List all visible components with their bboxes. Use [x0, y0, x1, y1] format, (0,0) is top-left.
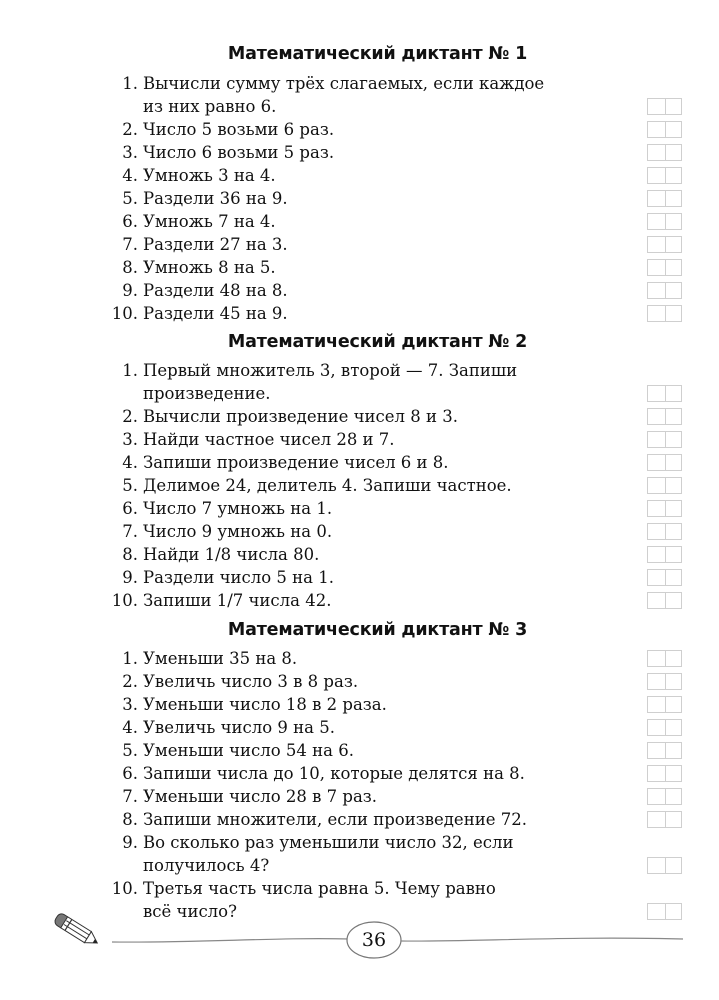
item-number: 6. — [122, 499, 138, 518]
item-text-line: Запиши числа до 10, которые делятся на 8. — [143, 764, 525, 783]
dictation-item — [100, 210, 580, 233]
item-number: 1. — [122, 649, 138, 668]
item-number: 10. — [111, 304, 138, 323]
item-number: 4. — [122, 166, 138, 185]
item-text-line: Раздели 48 на 8. — [143, 281, 288, 300]
dictation-item — [100, 302, 580, 325]
dictation-title: Математический диктант № 1 — [227, 44, 528, 64]
dictation-item — [100, 739, 580, 762]
answer-box[interactable] — [647, 788, 682, 805]
item-number: 1. — [122, 361, 138, 380]
item-number: 2. — [122, 407, 138, 426]
answer-box[interactable] — [647, 408, 682, 425]
page-number: 36 — [361, 929, 387, 951]
item-text-line: Умножь 8 на 5. — [143, 258, 276, 277]
item-number: 5. — [122, 741, 138, 760]
item-text-line: Найди частное чисел 28 и 7. — [143, 430, 395, 449]
dictation-item — [100, 279, 580, 302]
dictation-item — [100, 566, 580, 589]
item-number: 10. — [111, 591, 138, 610]
item-number: 7. — [122, 522, 138, 541]
answer-box[interactable] — [647, 121, 682, 138]
item-text-line: Делимое 24, делитель 4. Запиши частное. — [143, 476, 512, 495]
dictation-item — [100, 141, 580, 164]
item-text-line: Раздели 36 на 9. — [143, 189, 288, 208]
answer-box[interactable] — [647, 546, 682, 563]
item-text-line: Умножь 3 на 4. — [143, 166, 276, 185]
footer-line-right — [401, 938, 683, 941]
item-number: 8. — [122, 545, 138, 564]
answer-box[interactable] — [647, 282, 682, 299]
item-text-line: Найди 1/8 числа 80. — [143, 545, 320, 564]
answer-box[interactable] — [647, 650, 682, 667]
item-text-line: Раздели число 5 на 1. — [143, 568, 334, 587]
dictation-item — [100, 497, 580, 520]
answer-box[interactable] — [647, 673, 682, 690]
item-text-line: из них равно 6. — [143, 97, 277, 116]
answer-box[interactable] — [647, 857, 682, 874]
item-number: 9. — [122, 568, 138, 587]
item-number: 7. — [122, 787, 138, 806]
answer-box[interactable] — [647, 500, 682, 517]
item-number: 7. — [122, 235, 138, 254]
answer-box[interactable] — [647, 167, 682, 184]
item-number: 4. — [122, 453, 138, 472]
dictation-item — [100, 405, 580, 428]
item-text-line: всё число? — [143, 902, 237, 921]
item-text-line: Увеличь число 9 на 5. — [143, 718, 335, 737]
item-text-line: Вычисли сумму трёх слагаемых, если каждое — [143, 74, 545, 93]
answer-box[interactable] — [647, 742, 682, 759]
dictation-item — [100, 164, 580, 187]
answer-box[interactable] — [647, 259, 682, 276]
item-text-line: Увеличь число 3 в 8 раз. — [143, 672, 359, 691]
item-number: 2. — [122, 120, 138, 139]
item-text-line: Уменьши число 18 в 2 раза. — [143, 695, 387, 714]
item-number: 9. — [122, 281, 138, 300]
answer-box[interactable] — [647, 385, 682, 402]
answer-box[interactable] — [647, 305, 682, 322]
dictation-item — [100, 762, 580, 785]
dictation-item — [100, 187, 580, 210]
pencil-icon — [53, 912, 101, 948]
dictation-item — [100, 716, 580, 739]
item-text-line: Раздели 45 на 9. — [143, 304, 288, 323]
answer-box[interactable] — [647, 477, 682, 494]
item-text-line: Первый множитель 3, второй — 7. Запиши — [143, 361, 518, 380]
answer-box[interactable] — [647, 592, 682, 609]
answer-box[interactable] — [647, 454, 682, 471]
item-text-line: Во сколько раз уменьшили число 32, если — [143, 833, 514, 852]
item-text-line: Число 6 возьми 5 раз. — [143, 143, 335, 162]
answer-box[interactable] — [647, 98, 682, 115]
answer-box[interactable] — [647, 144, 682, 161]
item-number: 6. — [122, 764, 138, 783]
dictation-item — [100, 589, 580, 612]
item-number: 10. — [111, 879, 138, 898]
item-text-line: Число 9 умножь на 0. — [143, 522, 333, 541]
dictation-item — [100, 693, 580, 716]
item-number: 3. — [122, 695, 138, 714]
item-text-line: Число 5 возьми 6 раз. — [143, 120, 335, 139]
item-number: 2. — [122, 672, 138, 691]
item-text-line: Число 7 умножь на 1. — [143, 499, 333, 518]
answer-box[interactable] — [647, 431, 682, 448]
item-number: 6. — [122, 212, 138, 231]
answer-box[interactable] — [647, 719, 682, 736]
item-text-line: Запиши множители, если произведение 72. — [143, 810, 527, 829]
item-number: 8. — [122, 258, 138, 277]
item-number: 9. — [122, 833, 138, 852]
dictation-title: Математический диктант № 2 — [227, 332, 528, 352]
item-text-line: Уменьши число 54 на 6. — [143, 741, 354, 760]
item-text-line: Запиши произведение чисел 6 и 8. — [143, 453, 449, 472]
dictation-item — [100, 359, 580, 405]
answer-box[interactable] — [647, 236, 682, 253]
dictation-item — [100, 233, 580, 256]
answer-box[interactable] — [647, 523, 682, 540]
item-text-line: Третья часть числа равна 5. Чему равно — [143, 879, 496, 898]
dictation-item — [100, 451, 580, 474]
dictation-item — [100, 647, 580, 670]
dictation-item — [100, 72, 580, 118]
answer-box[interactable] — [647, 811, 682, 828]
dictation-item — [100, 474, 580, 497]
item-text-line: Умножь 7 на 4. — [143, 212, 276, 231]
item-text-line: Уменьши 35 на 8. — [143, 649, 298, 668]
item-text-line: получилось 4? — [143, 856, 270, 875]
item-number: 8. — [122, 810, 138, 829]
dictation-item — [100, 543, 580, 566]
item-number: 3. — [122, 143, 138, 162]
answer-box[interactable] — [647, 213, 682, 230]
dictation-item — [100, 670, 580, 693]
item-number: 5. — [122, 476, 138, 495]
dictation-item — [100, 831, 580, 877]
item-number: 5. — [122, 189, 138, 208]
dictation-item — [100, 428, 580, 451]
answer-box[interactable] — [647, 569, 682, 586]
item-text-line: Раздели 27 на 3. — [143, 235, 288, 254]
answer-box[interactable] — [647, 696, 682, 713]
dictation-item — [100, 520, 580, 543]
footer-line-left — [112, 939, 350, 943]
item-text-line: Уменьши число 28 в 7 раз. — [143, 787, 378, 806]
item-text-line: произведение. — [143, 384, 271, 403]
dictation-item — [100, 808, 580, 831]
answer-box[interactable] — [647, 765, 682, 782]
dictation-item — [100, 256, 580, 279]
dictation-item — [100, 118, 580, 141]
item-number: 4. — [122, 718, 138, 737]
item-number: 1. — [122, 74, 138, 93]
answer-box[interactable] — [647, 190, 682, 207]
dictation-item — [100, 785, 580, 808]
item-text-line: Запиши 1/7 числа 42. — [143, 591, 332, 610]
item-number: 3. — [122, 430, 138, 449]
dictation-title: Математический диктант № 3 — [227, 620, 528, 640]
item-text-line: Вычисли произведение чисел 8 и 3. — [143, 407, 458, 426]
